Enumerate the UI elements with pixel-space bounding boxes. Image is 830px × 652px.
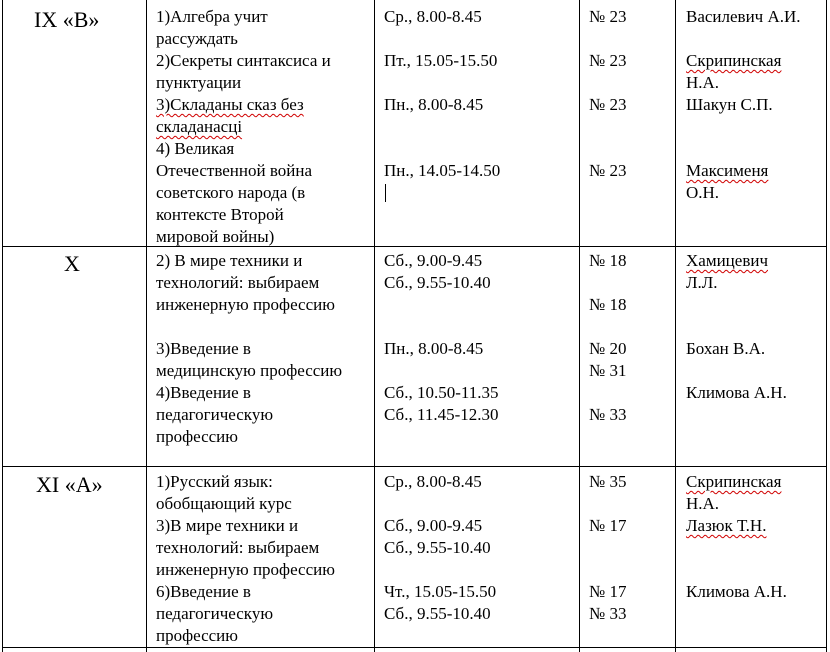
course-time: Пн., 8.00-8.45 bbox=[384, 95, 484, 114]
course-title-line: 3)В мире техники и bbox=[156, 516, 299, 535]
course-title-line: 4) Великая bbox=[156, 139, 235, 158]
table-border-right bbox=[826, 0, 827, 652]
course-title-line: 1)Алгебра учит bbox=[156, 7, 268, 26]
course-time: Сб., 9.55-10.40 bbox=[384, 604, 491, 623]
teacher-name: Хамицевич bbox=[686, 251, 768, 270]
teacher-name: Скрипинская bbox=[686, 472, 782, 491]
course-title-line: профессию bbox=[156, 427, 238, 446]
column-divider bbox=[374, 0, 375, 652]
course-room: № 35 bbox=[589, 472, 627, 491]
course-title-line: 2)Секреты синтаксиса и bbox=[156, 51, 331, 70]
course-title-line: контексте Второй bbox=[156, 205, 284, 224]
course-title-line: педагогическую bbox=[156, 405, 274, 424]
course-title-line: инженерную профессию bbox=[156, 295, 335, 314]
course-time: Пн., 14.05-14.50 bbox=[384, 161, 501, 180]
course-time: Сб., 9.55-10.40 bbox=[384, 538, 491, 557]
course-time: Сб., 10.50-11.35 bbox=[384, 383, 499, 402]
teacher-name: Максименя bbox=[686, 161, 769, 180]
course-title-line: складанасці bbox=[156, 117, 243, 136]
course-room: № 17 bbox=[589, 582, 627, 601]
course-room: № 33 bbox=[589, 405, 627, 424]
course-title-line: 6)Введение в bbox=[156, 582, 251, 601]
class-label: X bbox=[64, 251, 80, 276]
teacher-name: Н.А. bbox=[686, 73, 720, 92]
course-time: Сб., 9.00-9.45 bbox=[384, 516, 483, 535]
course-title-line: обобщающий курс bbox=[156, 494, 292, 513]
course-room: № 33 bbox=[589, 604, 627, 623]
course-title-line: медицинскую профессию bbox=[156, 361, 343, 380]
course-title-line: профессию bbox=[156, 626, 238, 645]
course-room: № 23 bbox=[589, 51, 627, 70]
teacher-name: Л.Л. bbox=[686, 273, 718, 292]
course-room: № 17 bbox=[589, 516, 627, 535]
course-time: Чт., 15.05-15.50 bbox=[384, 582, 497, 601]
course-title-line: 1)Русский язык: bbox=[156, 472, 273, 491]
course-time: Сб., 11.45-12.30 bbox=[384, 405, 499, 424]
teacher-name: Скрипинская bbox=[686, 51, 782, 70]
course-room: № 31 bbox=[589, 361, 627, 380]
course-room: № 23 bbox=[589, 7, 627, 26]
course-title-line: 2) В мире техники и bbox=[156, 251, 303, 270]
class-label: IX «В» bbox=[34, 7, 100, 32]
course-title-line: 4)Введение в bbox=[156, 383, 251, 402]
course-title-line: рассуждать bbox=[156, 29, 238, 48]
teacher-name: О.Н. bbox=[686, 183, 720, 202]
table-border-left bbox=[2, 0, 3, 652]
row-divider bbox=[2, 466, 827, 467]
teacher-name: Бохан В.А. bbox=[686, 339, 766, 358]
course-title-line: советского народа (в bbox=[156, 183, 306, 202]
course-room: № 18 bbox=[589, 295, 627, 314]
course-title-line: пунктуации bbox=[156, 73, 242, 92]
teacher-name: Климова А.Н. bbox=[686, 582, 787, 601]
column-divider bbox=[675, 0, 676, 652]
teacher-name: Н.А. bbox=[686, 494, 720, 513]
course-title-line: педагогическую bbox=[156, 604, 274, 623]
teacher-name: Климова А.Н. bbox=[686, 383, 787, 402]
teacher-name: Шакун С.П. bbox=[686, 95, 773, 114]
course-title-line: 3)Введение в bbox=[156, 339, 251, 358]
course-time: Ср., 8.00-8.45 bbox=[384, 7, 482, 26]
course-title-line: мировой войны) bbox=[156, 227, 275, 246]
course-title-line: 3)Складаны сказ без bbox=[156, 95, 304, 114]
course-title-line: инженерную профессию bbox=[156, 560, 335, 579]
course-room: № 23 bbox=[589, 161, 627, 180]
course-room: № 18 bbox=[589, 251, 627, 270]
course-title-line: технологий: выбираем bbox=[156, 273, 320, 292]
course-room: № 23 bbox=[589, 95, 627, 114]
column-divider bbox=[146, 0, 147, 652]
course-room: № 20 bbox=[589, 339, 627, 358]
course-time: Сб., 9.00-9.45 bbox=[384, 251, 483, 270]
table-border-bottom bbox=[2, 647, 827, 648]
teacher-name: Василевич А.И. bbox=[686, 7, 801, 26]
course-time: Пн., 8.00-8.45 bbox=[384, 339, 484, 358]
course-time: Ср., 8.00-8.45 bbox=[384, 472, 482, 491]
class-label: XI «А» bbox=[36, 472, 103, 497]
course-title-line: технологий: выбираем bbox=[156, 538, 320, 557]
teacher-name: Лазюк Т.Н. bbox=[686, 516, 767, 535]
course-time: Сб., 9.55-10.40 bbox=[384, 273, 491, 292]
row-divider bbox=[2, 246, 827, 247]
text-cursor bbox=[385, 184, 386, 202]
course-title-line: Отечественной войнa bbox=[156, 161, 312, 180]
course-time: Пт., 15.05-15.50 bbox=[384, 51, 498, 70]
column-divider bbox=[579, 0, 580, 652]
